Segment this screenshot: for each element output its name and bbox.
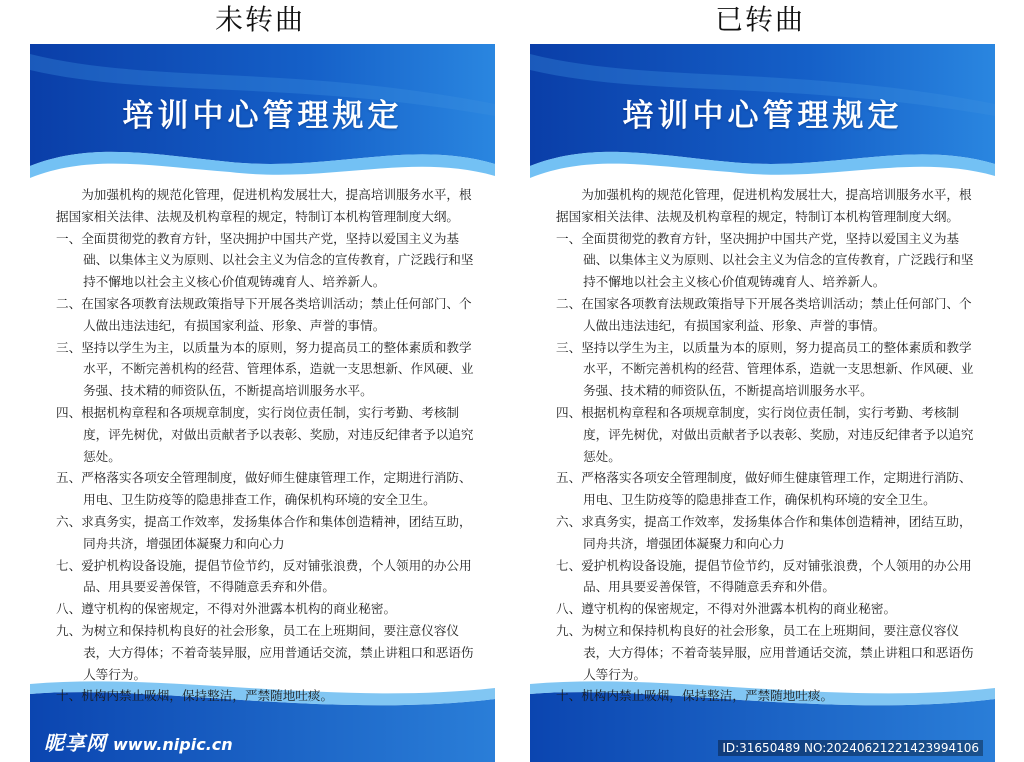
caption-right: 已转曲 bbox=[714, 3, 805, 36]
poster-intro: 为加强机构的规范化管理，促进机构发展壮大，提高培训服务水平，根据国家相关法律、法规及机构章程的规定，特制订本机构管理制度大纲。 bbox=[56, 187, 472, 224]
rule-item: 六、求真务实，提高工作效率，发扬集体合作和集体创造精神，团结互助，同舟共济，增强团体凝聚力和向心力 bbox=[556, 513, 972, 551]
rule-item: 七、爱护机构设备设施，提倡节俭节约，反对铺张浪费，个人领用的办公用品、用具要妥善保管，不得随意丢弃和外借。 bbox=[556, 557, 972, 595]
poster-body bbox=[56, 184, 476, 707]
rule-item: 八、遵守机构的保密规定，不得对外泄露本机构的商业秘密。 bbox=[56, 601, 397, 617]
poster-left bbox=[30, 44, 495, 762]
watermark-logo bbox=[44, 727, 233, 756]
poster-title: 培训中心管理规定 bbox=[122, 98, 403, 134]
rule-item: 五、严格落实各项安全管理制度，做好师生健康管理工作，定期进行消防、用电、卫生防疫等的隐患排查工作，确保机构环境的安全卫生。 bbox=[556, 470, 972, 508]
rule-item: 一、全面贯彻党的教育方针，坚决拥护中国共产党，坚持以爱国主义为基础、以集体主义为原则、以社会主义为信念的宣传教育，广泛践行和坚持不懈地以社会主义核心价值观铸魂育人、培养新人。 bbox=[556, 230, 974, 290]
watermark-logo-text: 昵享网 bbox=[44, 731, 107, 755]
poster-title: 培训中心管理规定 bbox=[622, 98, 903, 134]
rule-item: 二、在国家各项教育法规政策指导下开展各类培训活动；禁止任何部门、个人做出违法违纪，有损国家利益、形象、声誉的事情。 bbox=[56, 295, 472, 333]
poster-right bbox=[530, 44, 995, 762]
rule-item: 四、根据机构章程和各项规章制度，实行岗位责任制，实行考勤、考核制度，评先树优，对做出贡献者予以表彰、奖励，对违反纪律者予以追究惩处。 bbox=[56, 404, 474, 464]
watermark-id: ID:31650489 NO:20240621221423994106 bbox=[718, 740, 983, 756]
rule-item: 三、坚持以学生为主，以质量为本的原则，努力提高员工的整体素质和教学水平，不断完善机构的经营、管理体系，造就一支思想新、作风硬、业务强、技术精的师资队伍，不断提高培训服务水平。 bbox=[556, 339, 974, 399]
watermark-url: www.nipic.cn bbox=[113, 735, 233, 754]
rule-item: 五、严格落实各项安全管理制度，做好师生健康管理工作，定期进行消防、用电、卫生防疫等的隐患排查工作，确保机构环境的安全卫生。 bbox=[56, 470, 472, 508]
rule-item: 九、为树立和保持机构良好的社会形象，员工在上班期间，要注意仪容仪表，大方得体；不着奇装异服，应用普通话交流，禁止讲粗口和恶语伤人等行为。 bbox=[56, 622, 474, 682]
rule-item: 一、全面贯彻党的教育方针，坚决拥护中国共产党，坚持以爱国主义为基础、以集体主义为原则、以社会主义为信念的宣传教育，广泛践行和坚持不懈地以社会主义核心价值观铸魂育人、培养新人。 bbox=[56, 230, 474, 290]
rule-item: 三、坚持以学生为主，以质量为本的原则，努力提高员工的整体素质和教学水平，不断完善机构的经营、管理体系，造就一支思想新、作风硬、业务强、技术精的师资队伍，不断提高培训服务水平。 bbox=[56, 339, 474, 399]
rule-item: 二、在国家各项教育法规政策指导下开展各类培训活动；禁止任何部门、个人做出违法违纪，有损国家利益、形象、声誉的事情。 bbox=[556, 295, 972, 333]
poster-intro: 为加强机构的规范化管理，促进机构发展壮大，提高培训服务水平，根据国家相关法律、法规及机构章程的规定，特制订本机构管理制度大纲。 bbox=[556, 187, 972, 224]
poster-body bbox=[556, 184, 976, 707]
rule-item: 十、机构内禁止吸烟，保持整洁，严禁随地吐痰。 bbox=[556, 688, 834, 704]
rule-item: 四、根据机构章程和各项规章制度，实行岗位责任制，实行考勤、考核制度，评先树优，对做出贡献者予以表彰、奖励，对违反纪律者予以追究惩处。 bbox=[556, 404, 974, 464]
rule-item: 六、求真务实，提高工作效率，发扬集体合作和集体创造精神，团结互助，同舟共济，增强团体凝聚力和向心力 bbox=[56, 513, 472, 551]
rule-item: 七、爱护机构设备设施，提倡节俭节约，反对铺张浪费，个人领用的办公用品、用具要妥善保管，不得随意丢弃和外借。 bbox=[56, 557, 472, 595]
rule-item: 九、为树立和保持机构良好的社会形象，员工在上班期间，要注意仪容仪表，大方得体；不着奇装异服，应用普通话交流，禁止讲粗口和恶语伤人等行为。 bbox=[556, 622, 974, 682]
rule-item: 十、机构内禁止吸烟，保持整洁，严禁随地吐痰。 bbox=[56, 688, 334, 704]
rule-item: 八、遵守机构的保密规定，不得对外泄露本机构的商业秘密。 bbox=[556, 601, 897, 617]
caption-left: 未转曲 bbox=[214, 3, 305, 36]
